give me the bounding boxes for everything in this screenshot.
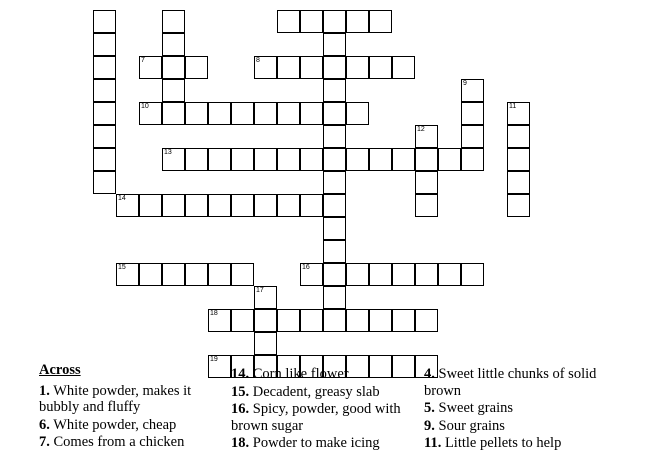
clue-num: 14.: [231, 366, 250, 382]
grid-cell[interactable]: [438, 263, 461, 286]
grid-cell[interactable]: [323, 286, 346, 309]
clue-number: 9: [463, 80, 467, 87]
clue-number: 19: [210, 356, 218, 363]
grid-cell[interactable]: [277, 194, 300, 217]
grid-cell[interactable]: [323, 263, 346, 286]
grid-cell[interactable]: [323, 79, 346, 102]
grid-cell[interactable]: [139, 56, 162, 79]
grid-cell[interactable]: [185, 102, 208, 125]
clue-list-3: [424, 366, 604, 452]
across-heading: Across: [39, 362, 81, 378]
grid-cell[interactable]: [461, 148, 484, 171]
clue-num: 6.: [39, 416, 50, 433]
clues-section: [0, 362, 650, 450]
clue-text: Powder to make icing: [249, 435, 380, 451]
grid-cell[interactable]: [507, 148, 530, 171]
clue-item: [424, 366, 604, 399]
grid-cell[interactable]: [323, 33, 346, 56]
clue-text: Spicy, powder, good with brown sugar: [231, 401, 401, 434]
grid-cell[interactable]: [231, 194, 254, 217]
grid-cell[interactable]: [346, 10, 369, 33]
clue-text: Decadent, greasy slab: [249, 383, 380, 400]
grid-cell[interactable]: [93, 79, 116, 102]
grid-cell[interactable]: [162, 263, 185, 286]
grid-cell[interactable]: [369, 148, 392, 171]
grid-cell[interactable]: [254, 194, 277, 217]
clue-num: 5.: [424, 400, 435, 416]
clue-number: 17: [256, 287, 264, 294]
grid-cell[interactable]: [185, 56, 208, 79]
clue-item: [231, 366, 411, 383]
clue-text: Sweet little chunks of solid brown: [424, 366, 597, 399]
grid-cell[interactable]: [93, 33, 116, 56]
grid-cell[interactable]: [392, 309, 415, 332]
grid-cell[interactable]: [208, 148, 231, 171]
grid-cell[interactable]: [162, 33, 185, 56]
grid-cell[interactable]: [300, 309, 323, 332]
grid-cell[interactable]: [93, 148, 116, 171]
grid-cell[interactable]: [231, 309, 254, 332]
clue-list-2: [231, 366, 411, 452]
grid-cell[interactable]: [185, 263, 208, 286]
grid-cell[interactable]: [300, 10, 323, 33]
clue-number: 14: [118, 195, 126, 202]
grid-cell[interactable]: [277, 56, 300, 79]
grid-cell[interactable]: [300, 148, 323, 171]
grid-cell[interactable]: [323, 171, 346, 194]
grid-cell[interactable]: [208, 309, 231, 332]
grid-cell[interactable]: [415, 125, 438, 148]
grid-cell[interactable]: [277, 148, 300, 171]
grid-cell[interactable]: [300, 263, 323, 286]
clue-text: Little pellets to help: [441, 435, 562, 451]
clues-column-2: [231, 366, 411, 453]
clue-num: 7.: [39, 434, 50, 450]
clue-item: [424, 400, 604, 417]
clue-num: 16.: [231, 401, 250, 417]
grid-cell[interactable]: [415, 194, 438, 217]
clue-number: 12: [417, 126, 425, 133]
clue-item: [39, 417, 214, 434]
grid-cell[interactable]: [415, 171, 438, 194]
grid-cell[interactable]: [254, 148, 277, 171]
clue-text: Sweet grains: [434, 400, 513, 416]
grid-cell[interactable]: [162, 56, 185, 79]
grid-cell[interactable]: [139, 194, 162, 217]
clue-item: [39, 434, 214, 451]
grid-cell[interactable]: [93, 102, 116, 125]
clue-item: [39, 383, 214, 416]
grid-cell[interactable]: [507, 102, 530, 125]
grid-cell[interactable]: [392, 148, 415, 171]
clue-number: 7: [141, 57, 145, 64]
clue-number: 10: [141, 103, 149, 110]
grid-cell[interactable]: [231, 263, 254, 286]
grid-cell[interactable]: [300, 56, 323, 79]
grid-cell[interactable]: [369, 56, 392, 79]
grid-cell[interactable]: [162, 148, 185, 171]
grid-cell[interactable]: [461, 102, 484, 125]
grid-cell[interactable]: [507, 171, 530, 194]
clue-number: 11: [509, 103, 517, 110]
clue-item: [424, 435, 604, 452]
grid-cell[interactable]: [254, 56, 277, 79]
clue-text: Corn like flower: [249, 366, 349, 382]
clues-column-3: [424, 366, 604, 453]
clue-num: 18.: [231, 435, 250, 451]
clue-item: [231, 435, 411, 452]
grid-cell[interactable]: [346, 263, 369, 286]
grid-cell[interactable]: [323, 194, 346, 217]
grid-cell[interactable]: [93, 125, 116, 148]
grid-cell[interactable]: [369, 263, 392, 286]
clues-column-1: [39, 362, 214, 452]
grid-cell[interactable]: [208, 102, 231, 125]
clue-number: 18: [210, 310, 218, 317]
grid-cell[interactable]: [346, 102, 369, 125]
clue-num: 4.: [424, 366, 435, 382]
grid-cell[interactable]: [369, 309, 392, 332]
grid-cell[interactable]: [323, 102, 346, 125]
grid-cell[interactable]: [300, 194, 323, 217]
grid-cell[interactable]: [415, 263, 438, 286]
clue-num: 11.: [424, 435, 442, 451]
grid-cell[interactable]: [369, 10, 392, 33]
grid-cell[interactable]: [346, 56, 369, 79]
clue-item: [231, 401, 411, 434]
grid-cell[interactable]: [415, 309, 438, 332]
grid-cell[interactable]: [93, 171, 116, 194]
clue-number: 8: [256, 57, 260, 64]
grid-cell[interactable]: [162, 102, 185, 125]
grid-cell[interactable]: [139, 263, 162, 286]
grid-cell[interactable]: [254, 309, 277, 332]
grid-cell[interactable]: [185, 194, 208, 217]
grid-cell[interactable]: [323, 56, 346, 79]
grid-cell[interactable]: [277, 102, 300, 125]
grid-cell[interactable]: [323, 309, 346, 332]
grid-cell[interactable]: [116, 194, 139, 217]
grid-cell[interactable]: [277, 309, 300, 332]
grid-cell[interactable]: [507, 194, 530, 217]
grid-cell[interactable]: [185, 148, 208, 171]
grid-cell[interactable]: [438, 148, 461, 171]
grid-cell[interactable]: [300, 102, 323, 125]
clue-num: 1.: [39, 382, 50, 399]
clue-text: Sour grains: [434, 417, 505, 434]
grid-cell[interactable]: [208, 263, 231, 286]
grid-cell[interactable]: [231, 102, 254, 125]
grid-cell[interactable]: [93, 10, 116, 33]
grid-cell[interactable]: [323, 240, 346, 263]
clue-item: [424, 418, 604, 435]
grid-cell[interactable]: [461, 263, 484, 286]
grid-cell[interactable]: [139, 102, 162, 125]
grid-cell[interactable]: [323, 148, 346, 171]
grid-cell[interactable]: [277, 10, 300, 33]
clue-text: Comes from a chicken: [49, 434, 185, 450]
grid-cell[interactable]: [162, 79, 185, 102]
grid-cell[interactable]: [346, 148, 369, 171]
grid-cell[interactable]: [254, 286, 277, 309]
grid-cell[interactable]: [415, 148, 438, 171]
clue-list-1: [39, 383, 214, 451]
grid-cell[interactable]: [346, 309, 369, 332]
clue-number: 13: [164, 149, 172, 156]
grid-cell[interactable]: [162, 194, 185, 217]
clue-item: [231, 384, 411, 401]
grid-cell[interactable]: [208, 194, 231, 217]
grid-cell[interactable]: [116, 263, 139, 286]
clue-num: 15.: [231, 383, 250, 400]
grid-cell[interactable]: [231, 148, 254, 171]
grid-cell[interactable]: [323, 10, 346, 33]
grid-cell[interactable]: [392, 56, 415, 79]
grid-cell[interactable]: [323, 217, 346, 240]
grid-cell[interactable]: [162, 10, 185, 33]
clue-number: 15: [118, 264, 126, 271]
grid-cell[interactable]: [392, 263, 415, 286]
grid-cell[interactable]: [323, 125, 346, 148]
grid-cell[interactable]: [461, 125, 484, 148]
grid-cell[interactable]: [507, 125, 530, 148]
clue-number: 16: [302, 264, 310, 271]
clue-num: 9.: [424, 417, 435, 434]
clue-text: White powder, cheap: [49, 416, 177, 433]
grid-cell[interactable]: [254, 332, 277, 355]
grid-cell[interactable]: [93, 56, 116, 79]
grid-cell[interactable]: [254, 102, 277, 125]
clue-text: White powder, makes it bubbly and fluffy: [39, 382, 192, 415]
grid-cell[interactable]: [461, 79, 484, 102]
